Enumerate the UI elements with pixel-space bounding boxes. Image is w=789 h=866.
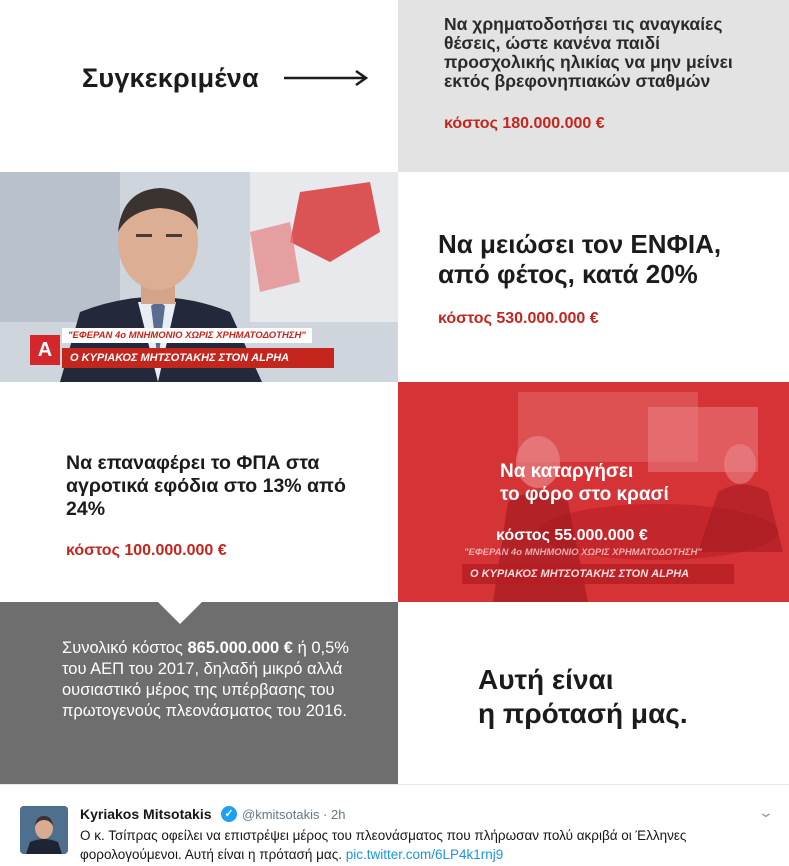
ticker-caption-text: Ο ΚΥΡΙΑΚΟΣ ΜΗΤΣΟΤΑΚΗΣ ΣΤΟΝ ALPHA	[62, 348, 334, 368]
tweet-timestamp[interactable]: 2h	[331, 807, 346, 822]
promise-vat-text: Να επαναφέρει το ΦΠΑ στα αγροτικά εφόδια στο 13% από 24%	[66, 452, 346, 520]
ticker-caption-2	[462, 564, 734, 584]
ticker-quote-1	[62, 328, 312, 343]
proposal-line2: η πρότασή μας.	[478, 698, 688, 729]
arrow-right-icon	[282, 68, 370, 88]
promise-nurseries-cost: κόστος 180.000.000 €	[444, 115, 605, 132]
intro-heading: Συγκεκριμένα	[82, 63, 259, 93]
avatar-image	[20, 806, 68, 854]
chevron-down-icon[interactable]: ⌄	[757, 804, 775, 820]
avatar[interactable]	[20, 806, 68, 854]
tweet-author-name[interactable]: Kyriakos Mitsotakis	[80, 806, 212, 822]
promise-wine-tax-text	[500, 460, 740, 506]
tv-interview-photo	[0, 172, 398, 382]
promise-enfia-text	[438, 229, 778, 289]
promise-enfia-cost: κόστος 530.000.000 €	[438, 310, 599, 327]
tweet-text	[80, 826, 770, 864]
promise-wine-line2: το φόρο στο κρασί	[500, 484, 669, 505]
promise-nurseries-text: Να χρηματοδοτήσει τις αναγκαίες θέσεις, ώστε κανένα παιδί προσχολικής ηλικίας να μην μείνει εκτός βρεφονηπιακών σταθμών	[444, 14, 733, 91]
ticker-quote-text: "ΕΦΕΡΑΝ 4ο ΜΝΗΜΟΝΙΟ ΧΩΡΙΣ ΧΡΗΜΑΤΟΔΟΤΗΣΗ"	[62, 328, 312, 343]
verified-badge-icon: ✓	[221, 806, 237, 822]
alpha-news-logo	[30, 335, 60, 365]
ticker-quote-text: "ΕΦΕΡΑΝ 4ο ΜΝΗΜΟΝΙΟ ΧΩΡΙΣ ΧΡΗΜΑΤΟΔΟΤΗΣΗ"	[464, 547, 702, 558]
pointer-triangle	[158, 602, 202, 624]
total-cost-description: ή 0,5% του ΑΕΠ του 2017, δηλαδή μικρό αλλά ουσιαστικό μέρος της υπέρβασης του πρωτογενούς πλεονάσματος του 2016.	[62, 639, 349, 720]
promise-wine-tax-cost: κόστος 55.000.000 €	[496, 527, 648, 544]
ticker-quote-2	[458, 545, 708, 560]
tweet-author-handle[interactable]: @kmitsotakis	[242, 807, 320, 822]
tweet-text-body: Ο κ. Τσίπρας οφείλει να επιστρέψει μέρος του πλεονάσματος που πλήρωσαν πολύ ακριβά οι Έλληνες φορολογούμενοι. Αυτή είναι η πρότασή μας.	[80, 828, 687, 862]
total-cost-amount: 865.000.000 €	[187, 639, 293, 657]
total-cost-text	[62, 638, 362, 722]
promise-enfia-line1: Να μειώσει τον ΕΝΦΙΑ,	[438, 229, 722, 259]
separator-dot: ·	[323, 807, 328, 822]
promise-wine-line1: Να καταργήσει	[500, 461, 634, 482]
total-cost-prefix: Συνολικό κόστος	[62, 639, 188, 657]
ticker-caption-text: Ο ΚΥΡΙΑΚΟΣ ΜΗΤΣΟΤΑΚΗΣ ΣΤΟΝ ALPHA	[462, 564, 734, 584]
tweet-media-link[interactable]: pic.twitter.com/6LP4k1rnj9	[345, 847, 504, 862]
ticker-caption-1	[62, 348, 334, 368]
proposal-line1: Αυτή είναι	[478, 664, 614, 695]
promise-enfia-line2: από φέτος, κατά 20%	[438, 259, 698, 289]
promise-vat-cost: κόστος 100.000.000 €	[66, 542, 227, 559]
alpha-logo-letter: A	[37, 339, 53, 361]
proposal-heading	[478, 663, 778, 731]
